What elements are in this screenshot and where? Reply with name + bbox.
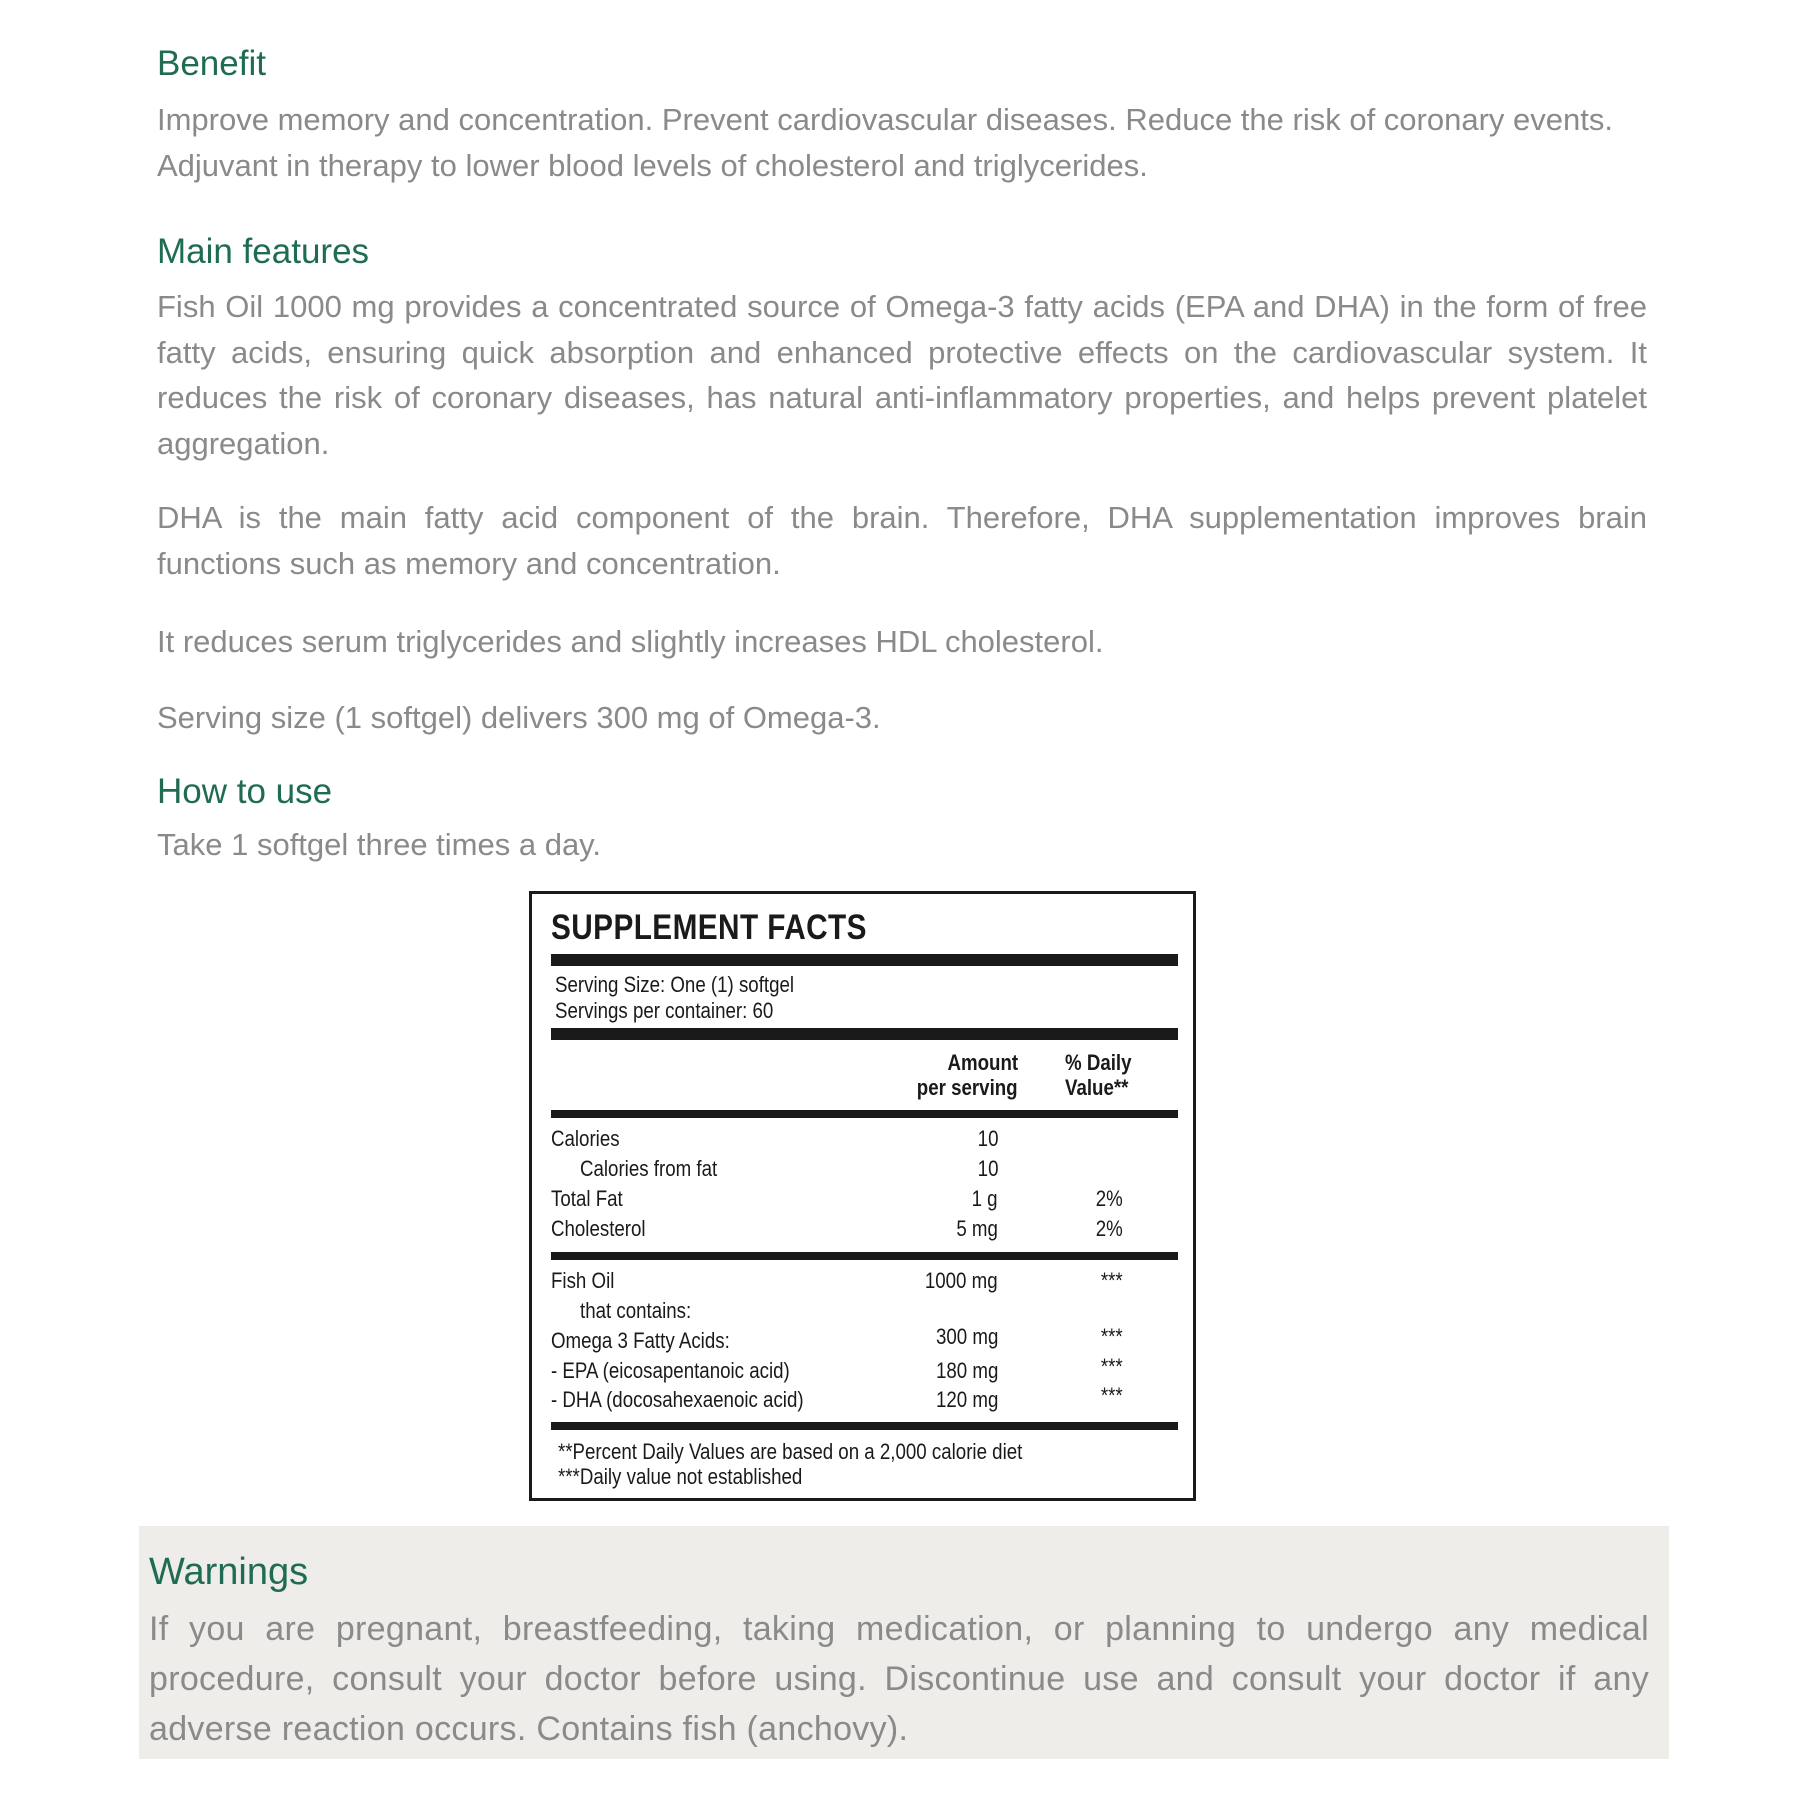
nutrient-amount: 1000 mg [925, 1268, 998, 1293]
nutrient-name: that contains: [580, 1298, 692, 1323]
warnings-text: If you are pregnant, breastfeeding, taking medication, or planning to undergo any medical procedure, consult your doctor before using. Discontinue use and consult your doctor if any adverse reaction occurs. Contains fish (anchovy). [149, 1610, 1649, 1748]
footnote-daily-values: **Percent Daily Values are based on a 2,000 calorie diet [558, 1439, 1023, 1464]
nutrient-amount: 5 mg [956, 1216, 998, 1241]
warnings-heading: Warnings [149, 1551, 309, 1593]
thick-divider [551, 954, 1178, 966]
serving-paragraph: Serving size (1 softgel) delivers 300 mg of Omega-3. [157, 700, 881, 735]
daily-value-header-sub: Value** [1065, 1075, 1129, 1100]
nutrient-daily-value: 2% [1095, 1186, 1123, 1211]
nutrient-name: Cholesterol [551, 1216, 646, 1241]
amount-header: Amount [947, 1050, 1018, 1075]
nutrient-amount: 120 mg [935, 1387, 998, 1412]
nutrient-daily-value: *** [1101, 1268, 1123, 1293]
main-features-heading: Main features [157, 232, 370, 271]
medium-divider [551, 1252, 1178, 1260]
nutrient-amount: 10 [977, 1126, 998, 1151]
dha-paragraph: DHA is the main fatty acid component of the brain. Therefore, DHA supplementation improves brain functions such as memory and concentration. [157, 500, 1647, 581]
nutrient-amount: 1 g [971, 1186, 998, 1211]
medium-divider [551, 1422, 1178, 1430]
hdl-paragraph: It reduces serum triglycerides and slightly increases HDL cholesterol. [157, 624, 1104, 659]
nutrient-name: Calories [551, 1126, 620, 1151]
nutrient-daily-value: *** [1101, 1354, 1123, 1379]
nutrient-name: Fish Oil [551, 1268, 615, 1293]
nutrient-name: - DHA (docosahexaenoic acid) [551, 1387, 804, 1412]
how-to-use-text: Take 1 softgel three times a day. [157, 827, 601, 862]
nutrient-name: Omega 3 Fatty Acids: [551, 1328, 730, 1353]
nutrient-daily-value: 2% [1095, 1216, 1123, 1241]
amount-header-sub: per serving [917, 1075, 1018, 1100]
supplement-facts-panel [529, 891, 1196, 1501]
servings-per-container: Servings per container: 60 [555, 998, 774, 1023]
nutrient-name: - EPA (eicosapentanoic acid) [551, 1358, 790, 1383]
nutrient-daily-value: *** [1101, 1324, 1123, 1349]
nutrient-amount: 180 mg [935, 1358, 998, 1383]
main-features-paragraph: Fish Oil 1000 mg provides a concentrated source of Omega-3 fatty acids (EPA and DHA) in the form of free fatty acids, ensuring quick absorption and enhanced protective effects on the cardiovascular system. It reduces the risk of coronary diseases, has natural anti-inflammatory properties, and helps prevent platelet aggregation. [157, 289, 1647, 461]
nutrient-daily-value: *** [1101, 1383, 1123, 1408]
footnote-not-established: ***Daily value not established [558, 1464, 803, 1489]
nutrient-amount: 10 [977, 1156, 998, 1181]
benefit-text: Improve memory and concentration. Prevent cardiovascular diseases. Reduce the risk of coronary events. Adjuvant in therapy to lower blood levels of cholesterol and triglycerides. [157, 102, 1613, 183]
nutrient-amount: 300 mg [935, 1324, 998, 1349]
how-to-use-heading: How to use [157, 772, 333, 811]
supplement-facts-title: SUPPLEMENT FACTS [551, 908, 867, 947]
thick-divider [551, 1028, 1178, 1040]
nutrient-name: Calories from fat [580, 1156, 718, 1181]
serving-size: Serving Size: One (1) softgel [555, 972, 795, 997]
benefit-heading: Benefit [157, 44, 266, 83]
medium-divider [551, 1110, 1178, 1118]
warnings-box [139, 1526, 1669, 1759]
daily-value-header: % Daily [1065, 1050, 1132, 1075]
nutrient-name: Total Fat [551, 1186, 623, 1211]
